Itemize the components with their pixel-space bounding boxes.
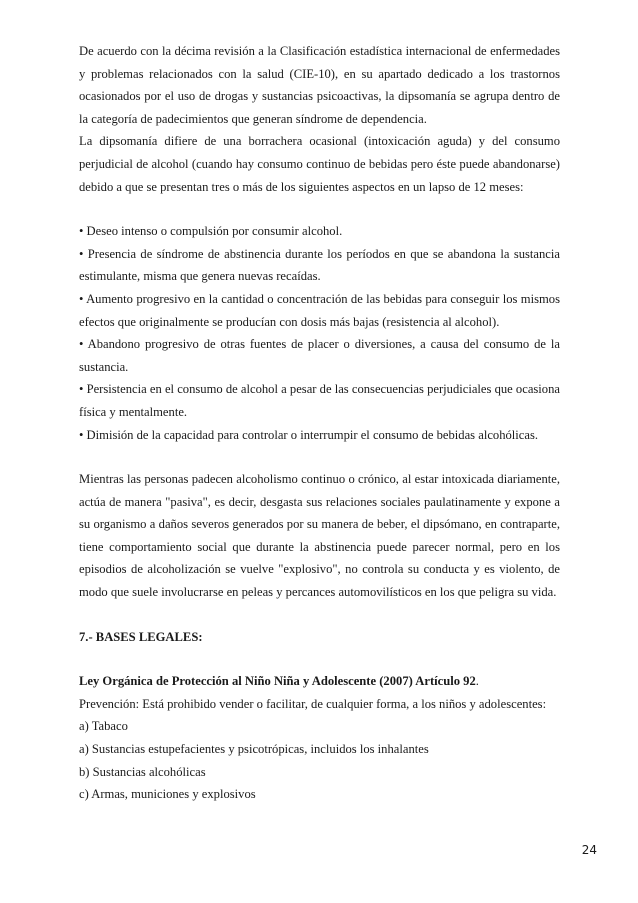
law-intro: Prevención: Está prohibido vender o facilitar, de cualquier forma, a los niños y adolescentes:	[79, 696, 547, 711]
paragraph-alcoholism: Mientras las personas padecen alcoholismo continuo o crónico, al estar intoxicada diariamente, actúa de manera "pasiva", es decir, desgasta sus relaciones sociales paulatinamente y expone a su organismo a daños severos generados por su manera de beber, el dipsómano, en contraparte, tiene comportamiento social que durante la abstinencia puede parecer normal, pero en los episodios de alcoholización se vuelve "explosivo", no controla su conducta y es violento, de modo que suele involucrarse en peleas y percances automovilísticos en los que peligra su vida.	[79, 472, 560, 600]
list-item: • Aumento progresivo en la cantidad o concentración de las bebidas para conseguir los mismos efectos que originalmente se producían con dosis más bajas (resistencia al alcohol).	[79, 291, 560, 329]
list-item: • Dimisión de la capacidad para controlar o interrumpir el consumo de bebidas alcohólicas.	[79, 427, 539, 442]
document-page	[79, 40, 560, 806]
list-item: a) Sustancias estupefacientes y psicotrópicas, incluidos los inhalantes	[79, 742, 429, 757]
criteria-list	[79, 220, 560, 446]
list-item: • Abandono progresivo de otras fuentes de placer o diversiones, a causa del consumo de la sustancia.	[79, 337, 560, 374]
paragraph-cie10: De acuerdo con la décima revisión a la Clasificación estadística internacional de enfermedades y problemas relacionados con la salud (CIE-10), en su apartado dedicado a los trastornos ocasionados por el uso de drogas y sustancias psicoactivas, la dipsomanía se agrupa dentro de la categoría de padecimientos que generan síndrome de dependencia.	[79, 44, 560, 126]
list-item: • Persistencia en el consumo de alcohol a pesar de las consecuencias perjudiciales que ocasiona física y mentalmente.	[79, 382, 560, 419]
list-item: b) Sustancias alcohólicas	[79, 764, 206, 779]
page-number: 24	[581, 843, 597, 857]
spacer	[79, 648, 560, 670]
list-item: • Deseo intenso o compulsión por consumir alcohol.	[79, 224, 343, 239]
law-heading	[79, 670, 560, 693]
law-title: Ley Orgánica de Protección al Niño Niña y Adolescente (2007) Artículo 92	[79, 674, 476, 689]
law-items	[79, 715, 560, 805]
spacer	[79, 604, 560, 626]
list-item: c) Armas, municiones y explosivos	[79, 787, 256, 802]
spacer	[79, 198, 560, 220]
law-title-suffix: .	[475, 674, 479, 689]
list-item: a) Tabaco	[79, 719, 128, 734]
spacer	[79, 446, 560, 468]
paragraph-dipsomania: La dipsomanía difiere de una borrachera ocasional (intoxicación aguda) y del consumo perjudicial de alcohol (cuando hay consumo continuo de bebidas pero éste puede abandonarse) debido a que se presentan tres o más de los siguientes aspectos en un lapso de 12 meses:	[79, 134, 560, 194]
section-heading: 7.- BASES LEGALES:	[79, 629, 203, 644]
list-item: • Presencia de síndrome de abstinencia durante los períodos en que se abandona la sustancia estimulante, misma que genera nuevas recaídas.	[79, 246, 560, 284]
